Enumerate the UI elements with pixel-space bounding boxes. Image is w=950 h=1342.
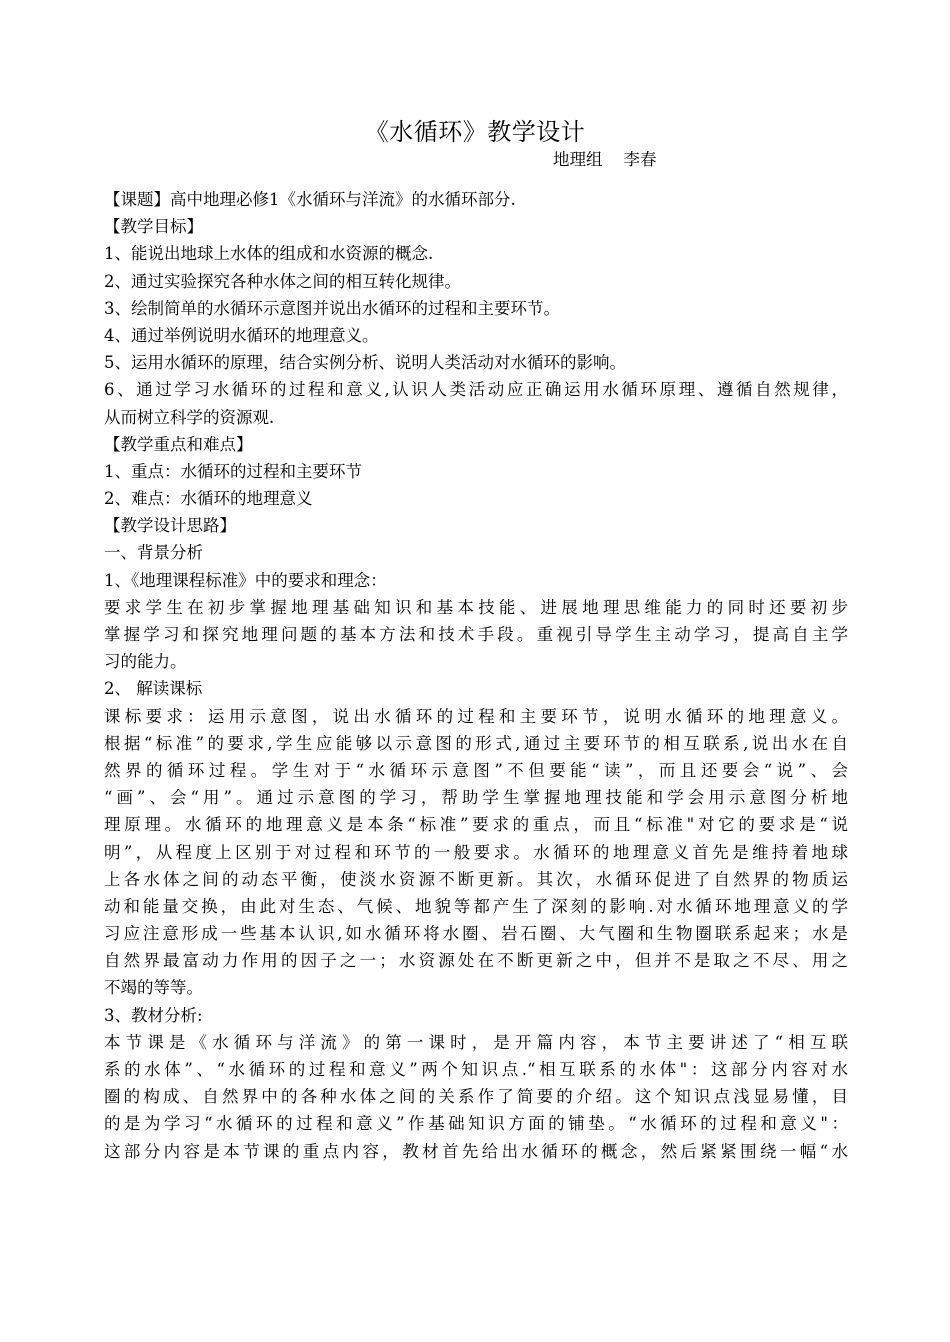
text-line: 5、运用水循环的原理，结合实例分析、说明人类活动对水循环的影响。 xyxy=(104,353,626,373)
text-line: 2、难点：水循环的地理意义 xyxy=(104,489,313,509)
text-line: 明”，从程度上区别于对过程和环节的一般要求。水循环的地理意义首先是维持着地球 xyxy=(104,842,848,862)
text-line: 的是为学习“水循环的过程和意义”作基础知识方面的铺垫。“水循环的过程和意义"： xyxy=(104,1114,848,1134)
text-line: 圈的构成、自然界中的各种水体之间的关系作了简要的介绍。这个知识点浅显易懂，目 xyxy=(104,1087,848,1107)
text-line: 【教学设计思路】 xyxy=(104,516,236,536)
text-line: 3、教材分析: xyxy=(104,1005,203,1025)
document-body xyxy=(104,186,848,1165)
text-line: 掌握学习和探究地理问题的基本方法和技术手段。重视引导学生主动学习，提高自主学 xyxy=(104,625,848,644)
text-line: 习的能力。 xyxy=(104,652,187,672)
text-line: 1、重点：水循环的过程和主要环节 xyxy=(104,461,362,481)
text-line: 自然界最富动力作用的因子之一；水资源处在不断更新之中，但并不是取之不尽、用之 xyxy=(104,951,848,971)
text-line: 本节课是《水循环与洋流》的第一课时，是开篇内容，本节主要讲述了“相互联 xyxy=(104,1032,848,1052)
document-title: 《水循环》教学设计 xyxy=(364,118,586,146)
text-line: 一、背景分析 xyxy=(104,543,203,563)
text-line: 理原理。水循环的地理意义是本条“标准”要求的重点，而且“标准"对它的要求是“说 xyxy=(104,815,848,835)
text-line: 从而树立科学的资源观. xyxy=(104,407,275,427)
author-line: 地理组 李春 xyxy=(553,150,657,169)
text-line: 2、 解读课标 xyxy=(104,679,203,699)
text-line: 2、通过实验探究各种水体之间的相互转化规律。 xyxy=(104,271,461,291)
text-line: 1、《地理课程标准》中的要求和理念： xyxy=(104,570,387,590)
text-line: 这部分内容是本节课的重点内容，教材首先给出水循环的概念，然后紧紧围绕一幅“水 xyxy=(104,1141,848,1161)
text-line: 然界的循环过程。学生对于“水循环示意图”不但要能“读”，而且还要会“说”、会 xyxy=(104,760,848,780)
text-line: 系的水体”、“水循环的过程和意义”两个知识点.“相互联系的水体"：这部分内容对水 xyxy=(104,1060,848,1079)
text-line: 上各水体之间的动态平衡，使淡水资源不断更新。其次，水循环促进了自然界的物质运 xyxy=(104,869,848,889)
text-line: 课标要求：运用示意图，说出水循环的过程和主要环节，说明水循环的地理意义。 xyxy=(104,706,848,726)
text-line: 1、能说出地球上水体的组成和水资源的概念. xyxy=(104,244,434,264)
text-line: 不竭的等等。 xyxy=(104,978,203,998)
text-line: 动和能量交换，由此对生态、气候、地貌等都产生了深刻的影响.对水循环地理意义的学 xyxy=(104,896,848,916)
text-line: 要求学生在初步掌握地理基础知识和基本技能、进展地理思维能力的同时还要初步 xyxy=(104,597,848,617)
text-line: “画”、会“用”。通过示意图的学习，帮助学生掌握地理技能和学会用示意图分析地 xyxy=(104,788,848,808)
text-line: 【教学目标】 xyxy=(104,217,203,237)
text-line: 根据“标准”的要求,学生应能够以示意图的形式,通过主要环节的相互联系,说出水在自 xyxy=(104,733,848,753)
text-line: 3、绘制简单的水循环示意图并说出水循环的过程和主要环节。 xyxy=(104,298,560,318)
text-line: 【教学重点和难点】 xyxy=(104,434,253,454)
text-line: 习应注意形成一些基本认识,如水循环将水圈、岩石圈、大气圈和生物圈联系起来；水是 xyxy=(104,924,848,944)
text-line: 【课题】高中地理必修1《水循环与洋流》的水循环部分. xyxy=(104,190,516,209)
text-line: 6、通过学习水循环的过程和意义,认识人类活动应正确运用水循环原理、遵循自然规律， xyxy=(104,380,848,400)
text-line: 4、通过举例说明水循环的地理意义。 xyxy=(104,325,379,345)
